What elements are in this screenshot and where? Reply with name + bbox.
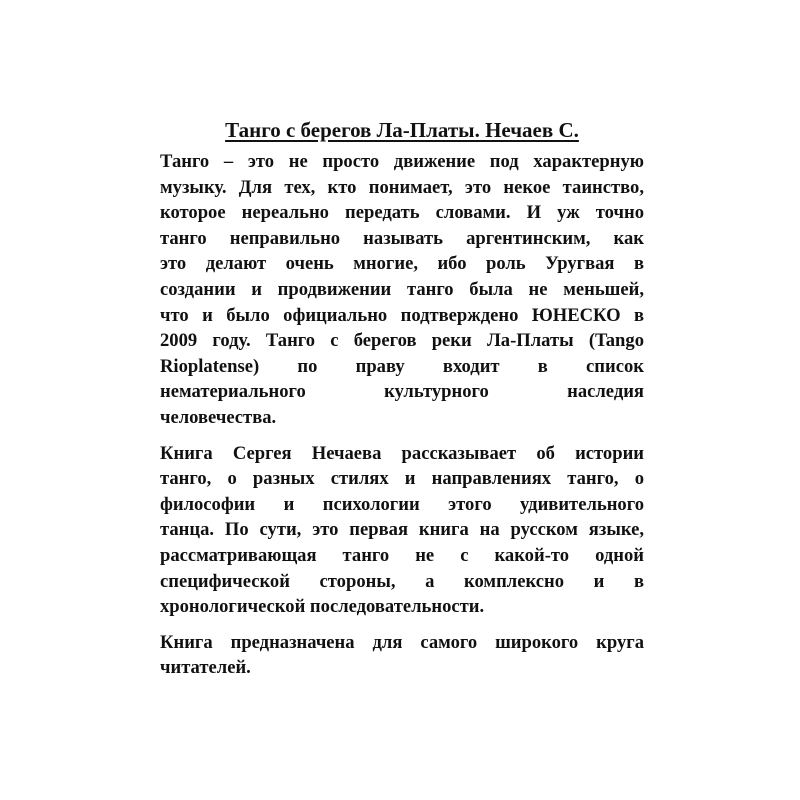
paragraph-1 bbox=[160, 149, 644, 431]
text-line: 2009 году. Танго с берегов реки Ла-Платы (Tango bbox=[160, 330, 644, 352]
text-line: Rioplatense) по праву входит в список bbox=[160, 355, 644, 377]
text-line: это делают очень многие, ибо роль Уругвая в bbox=[160, 253, 644, 275]
text-line: специфической стороны, а комплексно и в bbox=[160, 570, 644, 592]
text-line: нематериального культурного наследия bbox=[160, 381, 644, 403]
text-line: человечества. bbox=[160, 406, 277, 428]
paragraph-2 bbox=[160, 441, 644, 620]
text-line: музыку. Для тех, кто понимает, это некое таинство, bbox=[160, 176, 644, 198]
text-line: Танго – это не просто движение под характерную bbox=[160, 151, 644, 172]
text-line: танго неправильно называть аргентинским, как bbox=[160, 227, 644, 249]
text-line: читателей. bbox=[160, 657, 251, 679]
text-line: танца. По сути, это первая книга на русском языке, bbox=[160, 519, 644, 541]
text-line: хронологической последовательности. bbox=[160, 596, 485, 618]
text-line: Книга Сергея Нечаева рассказывает об истории bbox=[160, 442, 644, 464]
book-description bbox=[160, 115, 644, 691]
text-line: которое нереально передать словами. И уж точно bbox=[160, 202, 644, 224]
text-line: создании и продвижении танго была не меньшей, bbox=[160, 278, 644, 300]
text-line: рассматривающая танго не с какой-то одной bbox=[160, 544, 644, 566]
text-line: что и было официально подтверждено ЮНЕСКО в bbox=[160, 304, 644, 326]
text-line: философии и психологии этого удивительного bbox=[160, 493, 644, 515]
paragraph-3 bbox=[160, 630, 644, 681]
text-line: танго, о разных стилях и направлениях танго, о bbox=[160, 468, 644, 490]
text-line: Книга предназначена для самого широкого круга bbox=[160, 631, 644, 653]
page-title: Танго с берегов Ла-Платы. Нечаев С. bbox=[225, 118, 579, 142]
